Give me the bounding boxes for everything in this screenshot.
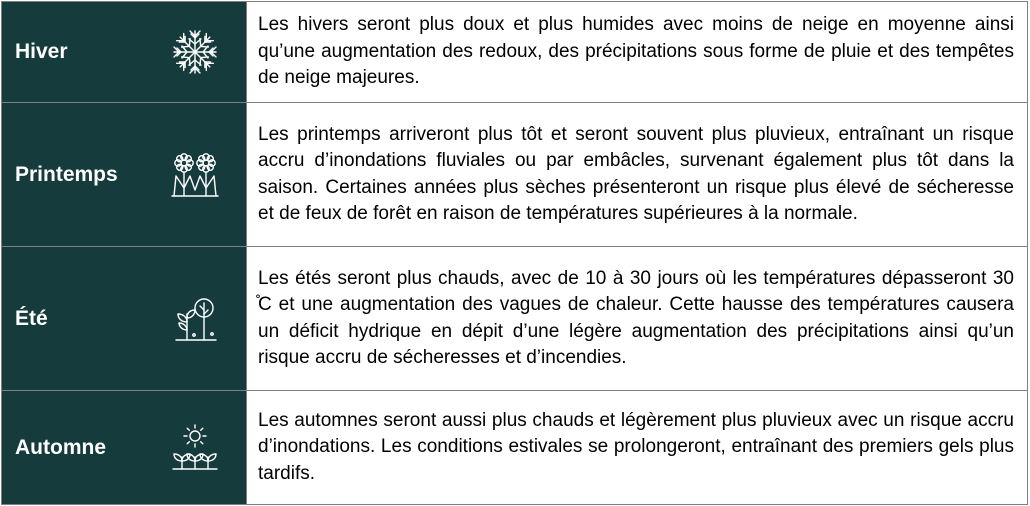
season-name: Hiver bbox=[15, 40, 68, 63]
season-label-cell bbox=[2, 391, 247, 505]
seasons-table bbox=[1, 1, 1028, 505]
table-row bbox=[2, 103, 1028, 247]
season-description-cell bbox=[247, 391, 1028, 505]
season-name: Été bbox=[15, 306, 48, 330]
snowflake-icon bbox=[170, 27, 220, 77]
season-description: Les hivers seront plus doux et plus humides avec moins de neige en moyenne ainsi qu’une augmentation des redoux, des précipitations sous forme de pluie et des tempêtes de neige majeures. bbox=[258, 14, 1014, 89]
flowers-icon bbox=[170, 150, 220, 200]
season-description: Les printemps arriveront plus tôt et seront souvent plus pluvieux, entraînant un risque accru d’inondations fluviales ou par embâcles, survenant également plus tôt dans la saison. Certaines années plus sèches présenteront un risque plus élevé de sécheresse et de feux de forêt en raison de températures supérieures à la normale. bbox=[258, 123, 1014, 224]
season-name: Printemps bbox=[15, 162, 118, 186]
season-label-cell bbox=[2, 2, 247, 103]
table-row bbox=[2, 391, 1028, 505]
season-description: Les automnes seront aussi plus chauds et légèrement plus pluvieux avec un risque accru d’inondations. Les conditions estivales se prolongeront, entraînant des premiers gels plus tardifs. bbox=[258, 409, 1014, 484]
season-description: Les étés seront plus chauds, avec de 10 à 30 jours où les températures dépasseront 30 ̊C et une augmentation des vagues de chaleur. Cette hausse des températures causera un déficit hydrique en dépit d’une légère augmentation des précipitations ainsi qu’un risque accru de sécheresses et d’incendies. bbox=[258, 267, 1014, 368]
table-row bbox=[2, 247, 1028, 391]
season-label-cell bbox=[2, 103, 247, 247]
season-label-cell bbox=[2, 247, 247, 391]
season-name: Automne bbox=[15, 435, 106, 459]
season-description-cell bbox=[247, 247, 1028, 391]
table-row bbox=[2, 2, 1028, 103]
sun-sprouts-icon bbox=[170, 423, 220, 473]
plants-tree-icon bbox=[170, 294, 220, 344]
season-description-cell bbox=[247, 2, 1028, 103]
season-description-cell bbox=[247, 103, 1028, 247]
